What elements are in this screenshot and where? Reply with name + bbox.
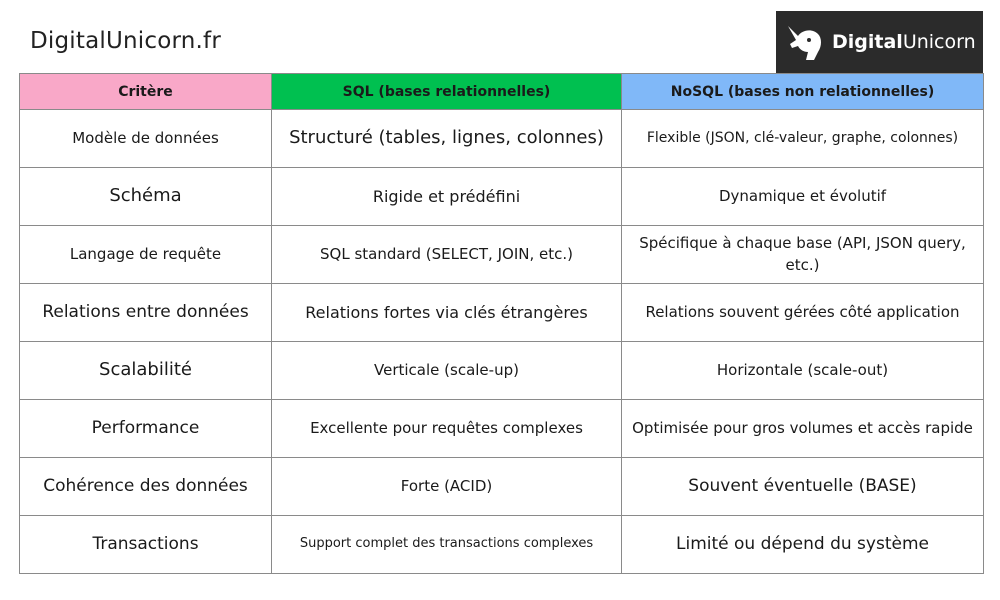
logo-text-regular: Unicorn — [902, 31, 976, 53]
sql-cell: SQL standard (SELECT, JOIN, etc.) — [272, 226, 622, 284]
criterion-cell: Relations entre données — [20, 284, 272, 342]
table-row — [20, 284, 984, 342]
sql-cell: Structuré (tables, lignes, colonnes) — [272, 110, 622, 168]
site-title: DigitalUnicorn.fr — [30, 28, 222, 54]
table-row — [20, 458, 984, 516]
criterion-cell: Langage de requête — [20, 226, 272, 284]
unicorn-icon — [782, 20, 826, 64]
comparison-table — [19, 73, 984, 574]
header-criteria: Critère — [20, 74, 272, 110]
nosql-cell: Souvent éventuelle (BASE) — [622, 458, 984, 516]
criterion-cell: Transactions — [20, 516, 272, 574]
header-sql: SQL (bases relationnelles) — [272, 74, 622, 110]
criterion-cell: Performance — [20, 400, 272, 458]
criterion-cell: Modèle de données — [20, 110, 272, 168]
sql-cell: Support complet des transactions complexes — [272, 516, 622, 574]
nosql-cell: Horizontale (scale-out) — [622, 342, 984, 400]
criterion-cell: Scalabilité — [20, 342, 272, 400]
table-row — [20, 110, 984, 168]
sql-cell: Rigide et prédéfini — [272, 168, 622, 226]
logo-text — [832, 31, 976, 53]
table-row — [20, 342, 984, 400]
criterion-cell: Schéma — [20, 168, 272, 226]
nosql-cell: Limité ou dépend du système — [622, 516, 984, 574]
sql-cell: Forte (ACID) — [272, 458, 622, 516]
sql-cell: Excellente pour requêtes complexes — [272, 400, 622, 458]
nosql-cell: Relations souvent gérées côté application — [622, 284, 984, 342]
table-row — [20, 400, 984, 458]
logo — [776, 11, 983, 73]
nosql-cell: Flexible (JSON, clé-valeur, graphe, colonnes) — [622, 110, 984, 168]
table-row — [20, 226, 984, 284]
sql-cell: Relations fortes via clés étrangères — [272, 284, 622, 342]
criterion-cell: Cohérence des données — [20, 458, 272, 516]
header-nosql: NoSQL (bases non relationnelles) — [622, 74, 984, 110]
nosql-cell: Dynamique et évolutif — [622, 168, 984, 226]
logo-text-bold: Digital — [832, 31, 903, 53]
table-row — [20, 516, 984, 574]
table-row — [20, 168, 984, 226]
table-header-row — [20, 74, 984, 110]
nosql-cell: Spécifique à chaque base (API, JSON query, etc.) — [622, 226, 984, 284]
sql-cell: Verticale (scale-up) — [272, 342, 622, 400]
nosql-cell: Optimisée pour gros volumes et accès rapide — [622, 400, 984, 458]
